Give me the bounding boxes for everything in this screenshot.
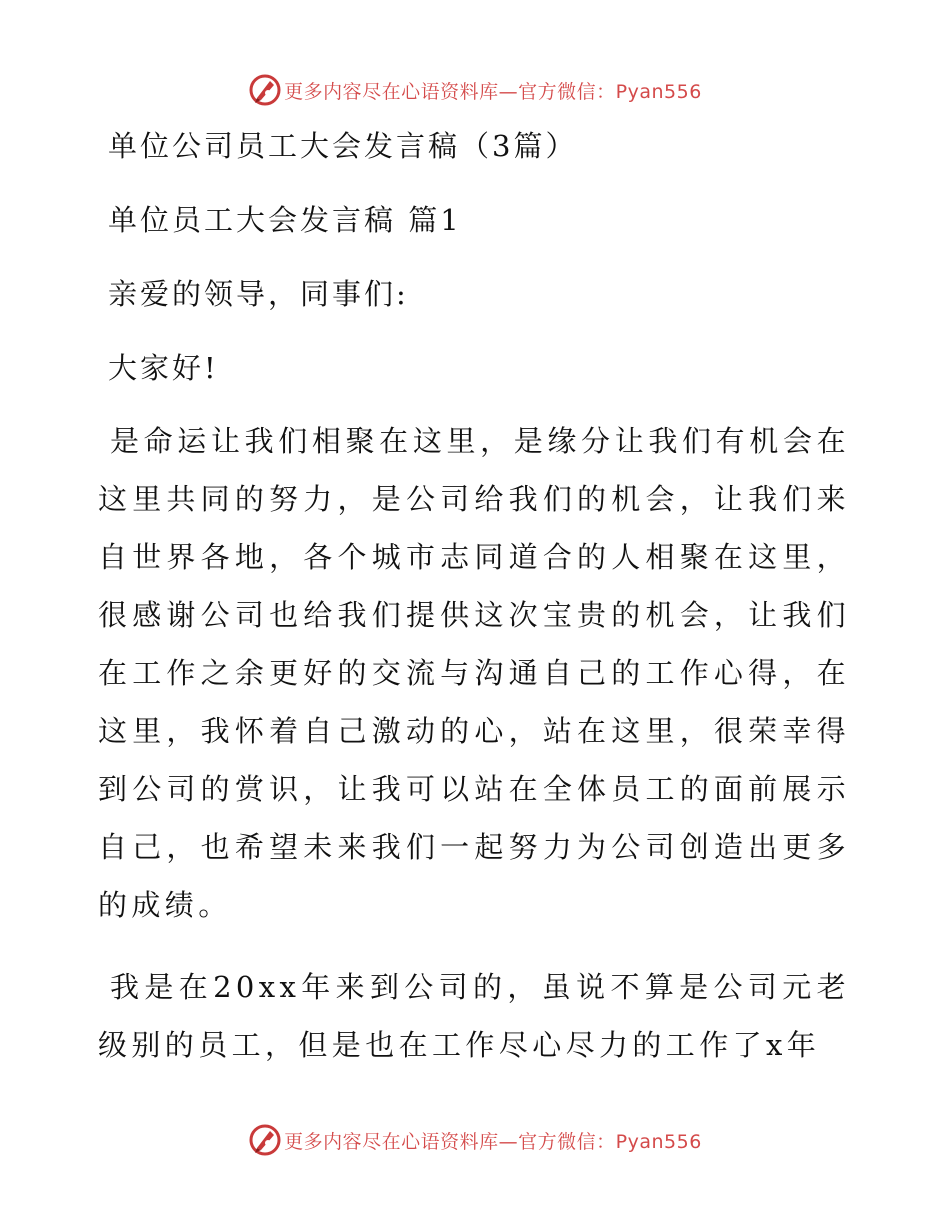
- watermark-text: 更多内容尽在心语资料库—官方微信：Pyan556: [284, 80, 702, 103]
- pen-logo-icon: [248, 1123, 282, 1157]
- header-watermark-banner: [0, 70, 950, 110]
- watermark-text: 更多内容尽在心语资料库—官方微信：Pyan556: [284, 1130, 702, 1153]
- pen-logo-icon: [248, 73, 282, 107]
- body-paragraph-1: 是命运让我们相聚在这里，是缘分让我们有机会在这里共同的努力，是公司给我们的机会，让我们来自世界各地，各个城市志同道合的人相聚在这里，很感谢公司也给我们提供这次宝贵的机会，让我们在工作之余更好的交流与沟通自己的工作心得，在这里，我怀着自己激动的心，站在这里，很荣幸得到公司的赏识，让我可以站在全体员工的面前展示自己，也希望未来我们一起努力为公司创造出更多的成绩。: [98, 424, 850, 922]
- document-title: 单位公司员工大会发言稿（3篇）: [108, 129, 578, 163]
- body-paragraph-2: 我是在20xx年来到公司的，虽说不算是公司元老级别的员工，但是也在工作尽心尽力的工作了x年: [98, 970, 850, 1062]
- greeting-line: 亲爱的领导，同事们:: [108, 277, 409, 311]
- section-heading: 单位员工大会发言稿 篇1: [108, 203, 462, 237]
- salutation-line: 大家好!: [108, 351, 219, 385]
- footer-watermark-banner: [0, 1120, 950, 1160]
